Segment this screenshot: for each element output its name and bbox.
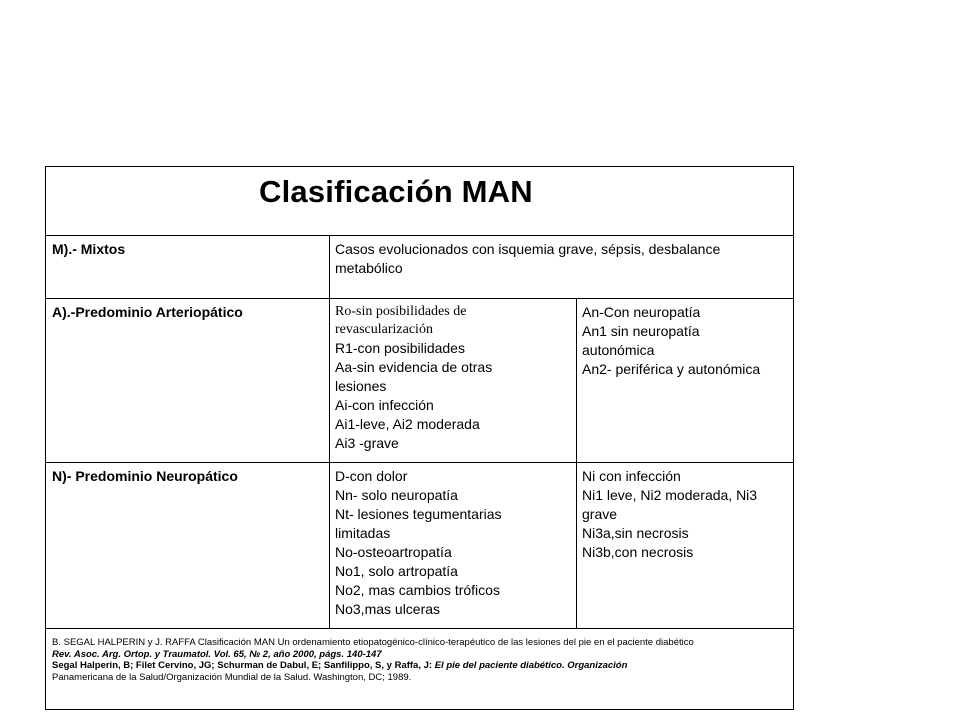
reference-book-title: El pie del paciente diabético. Organización (434, 660, 628, 672)
neuro-col2-line: No1, solo artropatía (335, 563, 458, 579)
reference-authors: Segal Halperin, B; Filet Cervino, JG; Schurman de Dabul, E; Sanfilippo, S, y Raffa, J: (52, 660, 433, 672)
arterio-col2-line: Ai3 -grave (335, 435, 399, 451)
arterio-col3-line: An-Con neuropatía (582, 304, 701, 320)
description-mixtos (330, 236, 794, 299)
neuro-col2-line: Nn- solo neuropatía (335, 487, 458, 503)
neuropatico-col2 (330, 463, 577, 629)
arteriopatico-col2 (330, 299, 577, 463)
reference-line-3 (52, 660, 793, 672)
arteriopatico-col3 (577, 299, 794, 463)
neuro-col2-line: limitadas (335, 525, 391, 541)
row-arteriopatico (46, 299, 794, 463)
neuro-col2-line: No-osteoartropatía (335, 544, 452, 560)
neuro-col3-line: Ni con infección (582, 468, 681, 484)
neuro-col2-line: Nt- lesiones tegumentarias (335, 506, 502, 522)
label-mixtos: M).- Mixtos (46, 236, 330, 299)
neuropatico-col3 (577, 463, 794, 629)
neuro-col3-line: Ni3a,sin necrosis (582, 525, 689, 541)
table-title: Clasificación MAN (259, 174, 533, 209)
arterio-serif-line: Ro-sin posibilidades de (335, 304, 467, 319)
neuro-col3-line: Ni3b,con necrosis (582, 544, 694, 560)
reference-line-1: B. SEGAL HALPERIN y J. RAFFA Clasificación MAN Un ordenamiento etiopatogénico-clínico-terapéutico de las lesiones del pie en el paciente diabético (52, 637, 694, 648)
neuro-col2-line: No3,mas ulceras (335, 601, 441, 617)
arterio-col2-line: R1-con posibilidades (335, 340, 465, 356)
row-neuropatico (46, 463, 794, 629)
neuro-col3-line: Ni1 leve, Ni2 moderada, Ni3 (582, 487, 758, 503)
row-mixtos (46, 236, 794, 299)
label-arteriopatico: A).-Predominio Arteriopático (46, 299, 330, 463)
row-references (46, 629, 794, 710)
description-mixtos-line-1: Casos evolucionados con isquemia grave, sépsis, desbalance (335, 241, 721, 257)
neuro-col2-line: D-con dolor (335, 468, 408, 484)
arterio-col2-line: Ai1-leve, Ai2 moderada (335, 416, 480, 432)
arterio-col2-line: lesiones (335, 378, 387, 394)
neuro-col3-line: grave (582, 506, 618, 522)
arterio-serif-line: revascularización (335, 322, 433, 337)
neuro-col2-line: No2, mas cambios tróficos (335, 582, 500, 598)
arterio-col3-line: autonómica (582, 342, 655, 358)
references (46, 629, 794, 710)
classification-table (45, 166, 794, 710)
reference-line-4: Panamericana de la Salud/Organización Mundial de la Salud. Washington, DC; 1989. (52, 671, 412, 683)
arterio-col3-line: An1 sin neuropatía (582, 323, 700, 339)
title-cell (46, 167, 794, 236)
description-mixtos-line-2: metabólico (335, 260, 403, 276)
arterio-col2-line: Aa-sin evidencia de otras (335, 359, 493, 375)
reference-line-2: Rev. Asoc. Arg. Ortop. y Traumatol. Vol. 65, № 2, año 2000, págs. 140-147 (52, 648, 382, 660)
arterio-col2-line: Ai-con infección (335, 397, 434, 413)
arterio-col3-line: An2- periférica y autonómica (582, 361, 761, 377)
label-neuropatico: N)- Predominio Neuropático (46, 463, 330, 629)
